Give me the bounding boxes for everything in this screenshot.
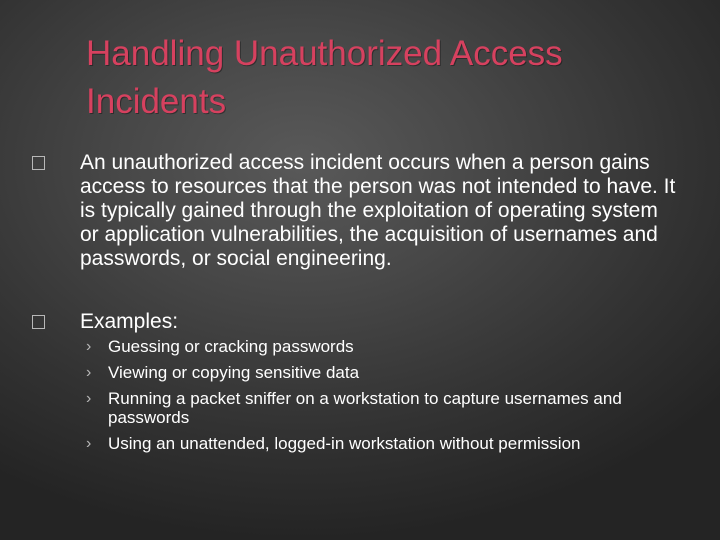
bullet-item <box>80 151 680 271</box>
sub-bullet-text: Running a packet sniffer on a workstation to capture usernames and passwords <box>108 389 622 427</box>
arrow-bullet-icon: › <box>86 338 92 355</box>
arrow-bullet-icon: › <box>86 435 92 452</box>
sub-bullet-item <box>86 389 668 427</box>
sub-bullet-text: Using an unattended, logged-in workstation without permission <box>108 434 581 453</box>
sub-bullet-text: Viewing or copying sensitive data <box>108 363 360 382</box>
slide-title: Handling Unauthorized Access Incidents <box>86 34 563 121</box>
sub-bullet-text: Guessing or cracking passwords <box>108 337 354 356</box>
sub-bullet-item <box>86 337 668 356</box>
sub-bullet-item <box>86 363 668 382</box>
square-bullet-icon <box>32 315 45 329</box>
arrow-bullet-icon: › <box>86 364 92 381</box>
sub-bullet-item <box>86 434 668 453</box>
sub-bullet-list <box>86 337 668 460</box>
square-bullet-icon <box>32 156 45 170</box>
bullet-item <box>80 310 680 334</box>
bullet-text: Examples: <box>80 310 179 333</box>
bullet-text: An unauthorized access incident occurs when a person gains access to resources that the person was not intended to have. It is typically gained through the exploitation of operating system or application vulnerabilities, the acquisition of usernames and passwords, or social engineering. <box>80 151 676 270</box>
arrow-bullet-icon: › <box>86 390 92 407</box>
